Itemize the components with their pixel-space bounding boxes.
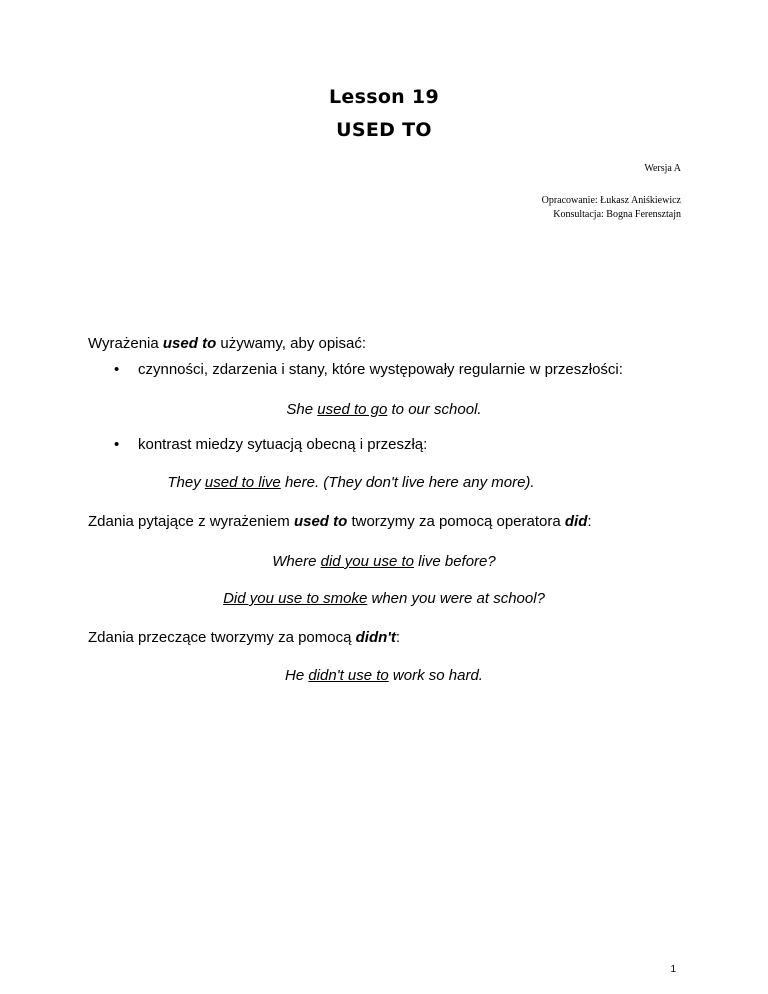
bullet-text: kontrast miedzy sytuacją obecną i przeszłą: — [138, 436, 428, 453]
bullet-text: czynności, zdarzenia i stany, które występowały regularnie w przeszłości: — [138, 361, 623, 378]
bullet-icon: • — [114, 361, 120, 378]
version-label: Wersja A — [644, 163, 681, 174]
example-sentence: Did you use to smoke when you were at school? — [223, 590, 545, 607]
lesson-topic: USED TO — [336, 119, 432, 141]
intro-term: used to — [162, 335, 217, 352]
intro-text-start: Wyrażenia — [88, 335, 163, 352]
questions-term: used to — [293, 513, 348, 530]
intro-text-end: używamy, aby opisać: — [216, 335, 367, 352]
intro-paragraph — [88, 335, 366, 352]
bullet-item-contrast — [114, 436, 427, 453]
credits-author: Opracowanie: Łukasz Aniśkiewicz — [541, 195, 681, 206]
example-highlight: Did you use to smoke — [223, 590, 368, 607]
example-sentence: She used to go to our school. — [286, 401, 482, 418]
bullet-icon: • — [114, 436, 120, 453]
example-sentence: He didn't use to work so hard. — [285, 667, 483, 684]
page-number: 1 — [670, 964, 676, 975]
questions-paragraph: Zdania pytające z wyrażeniem used to tworzymy za pomocą operatora did: — [88, 513, 592, 530]
example-sentence: They used to live here. (They don't live here any more). — [167, 474, 535, 491]
credits-block — [542, 194, 681, 222]
example-highlight: did you use to — [320, 553, 415, 570]
lesson-title: Lesson 19 — [329, 86, 439, 108]
negatives-term: didn't — [355, 629, 396, 646]
negatives-paragraph: Zdania przeczące tworzymy za pomocą didn't: — [88, 629, 400, 646]
credits-consultant: Konsultacja: Bogna Ferensztajn — [553, 209, 681, 220]
example-highlight: used to go — [317, 401, 388, 418]
questions-operator: did — [564, 513, 588, 530]
example-highlight: didn't use to — [308, 667, 389, 684]
bullet-item-regular-past — [114, 361, 623, 378]
example-sentence: Where did you use to live before? — [272, 553, 496, 570]
example-highlight: used to live — [204, 474, 281, 491]
